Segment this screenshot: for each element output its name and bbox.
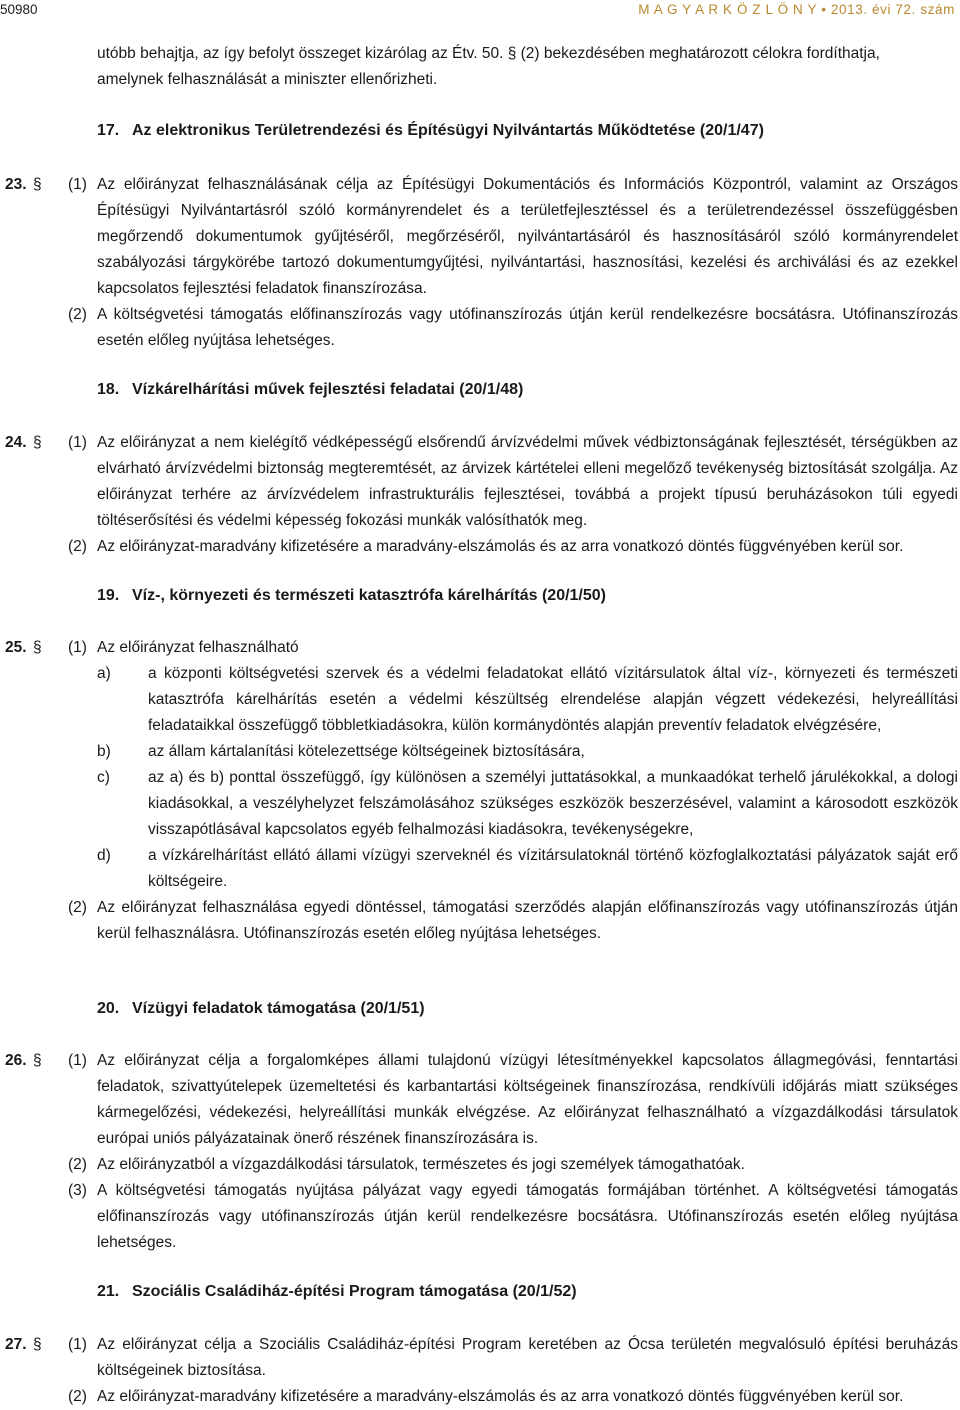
paragraph-2 <box>68 1152 958 1178</box>
heading-title: Az elektronikus Területrendezési és Építésügyi Nyilvántartás Működtetése (20/1/47) <box>132 122 764 139</box>
paragraph-1 <box>68 1332 958 1384</box>
section-number: 25. <box>5 639 27 656</box>
heading-title: Víz-, környezeti és természeti katasztrófa kárelhárítás (20/1/50) <box>132 587 606 604</box>
paragraph-text: Az előirányzat-maradvány kifizetésére a maradvány-elszámolás és az arra vonatkozó döntés függvényében kerül sor. <box>97 1388 904 1405</box>
paragraph-number: (2) <box>68 1156 87 1173</box>
heading-18 <box>97 379 523 401</box>
paragraph-number: (2) <box>68 899 87 916</box>
item-label: d) <box>97 847 111 864</box>
list-item-a <box>97 661 958 739</box>
section-26 <box>0 1048 960 1256</box>
heading-number: 17. <box>97 122 120 139</box>
paragraph-number: (1) <box>68 1336 87 1353</box>
item-label: a) <box>97 665 111 682</box>
heading-number: 19. <box>97 587 120 604</box>
paragraph-text: Az előirányzat célja a Szociális Családiház-építési Program keretében az Ócsa területén megvalósuló építési beruházás költségeinek biztosítása. <box>97 1336 958 1379</box>
intro-line-1: utóbb behajtja, az így befolyt összeget kizárólag az Étv. 50. § (2) bekezdésében meghatározott célokra fordíthatja, <box>97 45 880 62</box>
paragraph-text: Az előirányzat a nem kielégítő védképességű elsőrendű árvízvédelmi művek védbiztonságának fejlesztését, térségükben az elvárható árvízvédelmi biztonság megteremtését, az árvizek kártételei elleni megelőző tevékenység biztosítását szolgálja. Az előirányzat terhére az árvízvédelem infrastrukturális fejlesztései, továbbá a projekt típusú beruházásokon túli egyedi töltéserősítési és védelmi képesség fokozási munkák valósíthatók meg. <box>97 434 958 529</box>
paragraph-text: A költségvetési támogatás előfinanszírozás vagy utófinanszírozás útján kerül rendelkezésre bocsátásra. Utófinanszírozás esetén előleg nyújtása lehetséges. <box>97 306 958 349</box>
list-item-b <box>97 739 958 765</box>
section-sign: § <box>33 176 42 193</box>
list-item-d <box>97 843 958 895</box>
paragraph-number: (1) <box>68 639 87 656</box>
paragraph-2 <box>68 895 958 947</box>
paragraph-number: (2) <box>68 306 87 323</box>
paragraph-2 <box>68 1384 958 1410</box>
paragraph-3 <box>68 1178 958 1256</box>
paragraph-2 <box>68 534 958 560</box>
item-label: c) <box>97 769 110 786</box>
list-item-c <box>97 765 958 843</box>
section-25 <box>0 635 960 947</box>
heading-20 <box>97 998 425 1020</box>
paragraph-text: Az előirányzat felhasználható <box>97 639 299 656</box>
heading-21 <box>97 1281 577 1303</box>
heading-number: 20. <box>97 1000 120 1017</box>
heading-title: Vízkárelhárítási művek fejlesztési feladatai (20/1/48) <box>132 381 524 398</box>
paragraph-text: Az előirányzatból a vízgazdálkodási társulatok, természetes és jogi személyek támogathatóak. <box>97 1156 745 1173</box>
heading-17 <box>97 120 764 142</box>
paragraph-number: (1) <box>68 434 87 451</box>
paragraph-text: Az előirányzat felhasználásának célja az Építésügyi Dokumentációs és Információs Központról, valamint az Országos Építésügyi Nyilvántartásról szóló kormányrendelet és a területfejlesztéssel és a területrendezéssel összefüggésben megőrzendő dokumentumok gyűjtéséről, megőrzéséről, nyilvántartásáról és hasznosításáról szóló kormányrendelet szabályozási tárgykörébe tartozó dokumentumgyűjtési, nyilvántartási, hasznosítási, kezelési és archiválási és az ezekkel kapcsolatos fejlesztési feladatok finanszírozása. <box>97 176 958 297</box>
paragraph-number: (3) <box>68 1182 87 1199</box>
item-text: a vízkárelhárítást ellátó állami vízügyi szerveknél és vízitársulatoknál történő közfoglalkoztatási pályázatok saját erő költségeire. <box>148 847 958 890</box>
section-sign: § <box>33 1052 42 1069</box>
heading-19 <box>97 585 606 607</box>
section-number: 23. <box>5 176 27 193</box>
section-24 <box>0 430 960 560</box>
paragraph-text: Az előirányzat-maradvány kifizetésére a maradvány-elszámolás és az arra vonatkozó döntés függvényében kerül sor. <box>97 538 904 555</box>
section-sign: § <box>33 434 42 451</box>
item-text: a központi költségvetési szervek és a védelmi feladatokat ellátó vízitársulatok által víz-, környezeti és természeti katasztrófa kárelhárítás esetén a védelmi készültség elrendelése alapján végzett védekezési, helyreállítási feladataikkal összefüggő többletkiadásokra, külön kormánydöntés alapján preventív feladatok elvégzésére, <box>148 665 958 734</box>
paragraph-number: (1) <box>68 176 87 193</box>
heading-title: Vízügyi feladatok támogatása (20/1/51) <box>132 1000 425 1017</box>
page-number: 50980 <box>0 2 38 17</box>
paragraph-1 <box>68 1048 958 1152</box>
page-header <box>0 0 960 22</box>
section-sign: § <box>33 1336 42 1353</box>
section-number: 24. <box>5 434 27 451</box>
paragraph-text: Az előirányzat felhasználása egyedi döntéssel, támogatási szerződés alapján előfinanszírozás vagy utófinanszírozás útján kerül felhasználásra. Utófinanszírozás esetén előleg nyújtása lehetséges. <box>97 899 958 942</box>
section-27 <box>0 1332 960 1410</box>
paragraph-1 <box>68 430 958 534</box>
paragraph-1 <box>68 635 958 661</box>
section-sign: § <box>33 639 42 656</box>
intro-line-2: amelynek felhasználását a miniszter ellenőrizheti. <box>97 71 438 88</box>
heading-number: 21. <box>97 1283 120 1300</box>
item-text: az állam kártalanítási kötelezettsége költségeinek biztosítására, <box>148 743 585 760</box>
section-23 <box>0 172 960 354</box>
paragraph-number: (2) <box>68 538 87 555</box>
paragraph-number: (2) <box>68 1388 87 1405</box>
item-text: az a) és b) ponttal összefüggő, így különösen a személyi juttatásokkal, a munkaadókat terhelő járulékokkal, a dologi kiadásokkal, a veszélyhelyzet felszámolásához szükséges eszközök beszerzésével, valamint a károsodott eszközök visszapótlásával kapcsolatos egyéb felhalmozási kiadásokra, tevékenységekre, <box>148 769 958 838</box>
section-number: 26. <box>5 1052 27 1069</box>
paragraph-text: A költségvetési támogatás nyújtása pályázat vagy egyedi támogatás formájában történhet. A költségvetési támogatás előfinanszírozás vagy utófinanszírozás útján kerül rendelkezésre bocsátásra. Utófinanszírozás esetén előleg nyújtása lehetséges. <box>97 1182 958 1251</box>
paragraph-number: (1) <box>68 1052 87 1069</box>
heading-title: Szociális Családiház-építési Program támogatása (20/1/52) <box>132 1283 577 1300</box>
heading-number: 18. <box>97 381 120 398</box>
section-number: 27. <box>5 1336 27 1353</box>
paragraph-1 <box>68 172 958 302</box>
paragraph-2 <box>68 302 958 354</box>
item-label: b) <box>97 743 111 760</box>
journal-title: M A G Y A R K Ö Z L Ö N Y • 2013. évi 72. szám <box>638 2 955 17</box>
paragraph-text: Az előirányzat célja a forgalomképes állami tulajdonú vízügyi létesítményekkel kapcsolatos állagmegóvási, fenntartási feladatok, szivattyútelepek üzemeltetési és karbantartási költségeinek finanszírozása, rendkívüli időjárás miatt szükséges kármegelőzési, védekezési, helyreállítási munkák elvégzése. Az előirányzat felhasználható a vízgazdálkodási társulatok európai uniós pályázatainak önerő részének finanszírozására is. <box>97 1052 958 1147</box>
